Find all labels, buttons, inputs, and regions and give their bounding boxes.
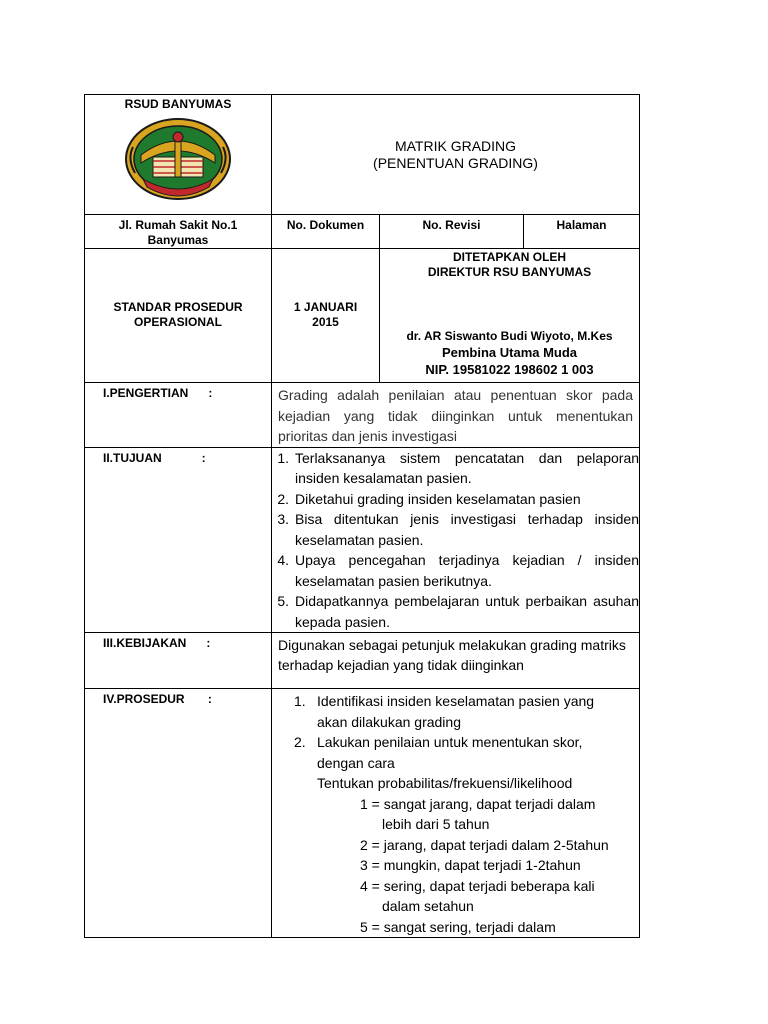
no-revisi-label: No. Revisi — [422, 218, 481, 232]
list-item: 1. Terlaksananya sistem pencatatan dan pelaporan insiden kesalamatan pasien. — [277, 449, 640, 486]
kebijakan-label-cell — [85, 633, 272, 689]
sop-table — [84, 94, 640, 938]
address-city: Banyumas — [147, 233, 209, 247]
address-line: Jl. Rumah Sakit No.1 — [118, 218, 238, 232]
pengertian-label-cell — [85, 383, 272, 448]
director-name: dr. AR Siswanto Budi Wiyoto, M.Kes — [406, 329, 613, 343]
scale-item: 1 = sangat jarang, dapat terjadi dalam — [360, 795, 596, 812]
sop-document — [84, 94, 639, 938]
document-subtitle: (PENENTUAN GRADING) — [373, 155, 538, 171]
prosedur-label: IV.PROSEDUR : — [103, 692, 212, 706]
list-item: 5. Didapatkannya pembelajaran untuk perbaikan asuhan kepada pasien. — [277, 593, 640, 630]
date-line2: 2015 — [312, 315, 339, 329]
pengertian-label: I.PENGERTIAN : — [103, 386, 213, 400]
scale-item: 5 = sangat sering, terjadi dalam — [360, 918, 556, 935]
date-cell — [272, 249, 380, 383]
director-rank: Pembina Utama Muda — [441, 345, 578, 360]
list-item: 2. Lakukan penilaian untuk menentukan skor, — [294, 734, 583, 750]
tujuan-label-cell — [85, 447, 272, 633]
no-revisi-cell — [380, 215, 524, 249]
banyumas-emblem-icon — [123, 117, 233, 201]
sop-label-line2: OPERASIONAL — [133, 315, 222, 329]
halaman-label: Halaman — [556, 218, 607, 232]
list-item: 2. Diketahui grading insiden keselamatan pasien — [277, 490, 581, 507]
tujuan-content-cell — [272, 447, 640, 633]
hospital-logo-cell — [85, 95, 272, 215]
pengertian-text: Grading adalah penilaian atau penentuan skor pada kejadian yang tidak diinginkan untuk menentukan prioritas dan jenis investigasi — [278, 387, 634, 444]
document-title-cell — [272, 95, 640, 215]
address-cell — [85, 215, 272, 249]
pengertian-content-cell — [272, 383, 640, 448]
date-line1: 1 JANUARI — [293, 300, 358, 314]
prosedur-content-cell — [272, 689, 640, 938]
sop-label-line1: STANDAR PROSEDUR — [113, 300, 243, 314]
director-nip: NIP. 19581022 198602 1 003 — [425, 362, 594, 377]
tujuan-label: II.TUJUAN : — [103, 450, 206, 465]
list-item: 3. Bisa ditentukan jenis investigasi terhadap insiden keselamatan pasien. — [277, 511, 640, 548]
scale-item: 3 = mungkin, dapat terjadi 1-2tahun — [360, 857, 581, 873]
approved-by-title: DIREKTUR RSU BANYUMAS — [427, 265, 592, 279]
approved-by: DITETAPKAN OLEH — [452, 250, 567, 264]
approval-cell — [380, 249, 640, 383]
kebijakan-content-cell — [272, 633, 640, 689]
no-dokumen-label: No. Dokumen — [286, 218, 365, 232]
kebijakan-text: Digunakan sebagai petunjuk melakukan grading matriks terhadap kejadian yang tidak diinginkan — [278, 637, 626, 673]
scale-item: 2 = jarang, dapat terjadi dalam 2-5tahun — [360, 836, 609, 853]
sop-label-cell — [85, 249, 272, 383]
list-item: 1. Identifikasi insiden keselamatan pasien yang — [294, 693, 595, 709]
prosedur-label-cell — [85, 689, 272, 938]
hospital-name: RSUD BANYUMAS — [124, 97, 232, 111]
probability-heading: Tentukan probabilitas/frekuensi/likelihood — [317, 775, 573, 791]
document-title: MATRIK GRADING — [394, 138, 517, 154]
prosedur-list: 1. Identifikasi insiden keselamatan pasien yang akan dilakukan grading 2. Lakukan penilaian untuk menentukan skor, dengan cara Tentukan probabilitas/frekuensi/likelihood 1 = sangat jarang, dapat terjadi dalam lebih dari 5 tahun 2 = jarang, dapat terjadi dalam 2-5tahun 3 = mungkin, dapat terjadi 1-2tahun 4 = sering, dapat terjadi beberapa kali dalam setahun 5 = sangat sering, terjadi dalam — [272, 689, 639, 937]
no-dokumen-cell — [272, 215, 380, 249]
tujuan-list — [272, 448, 639, 633]
list-item: 4. Upaya pencegahan terjadinya kejadian / insiden keselamatan pasien berikutnya. — [277, 552, 640, 589]
scale-item: 4 = sering, dapat terjadi beberapa kali — [360, 877, 595, 894]
halaman-cell — [524, 215, 640, 249]
kebijakan-label: III.KEBIJAKAN : — [103, 636, 211, 650]
